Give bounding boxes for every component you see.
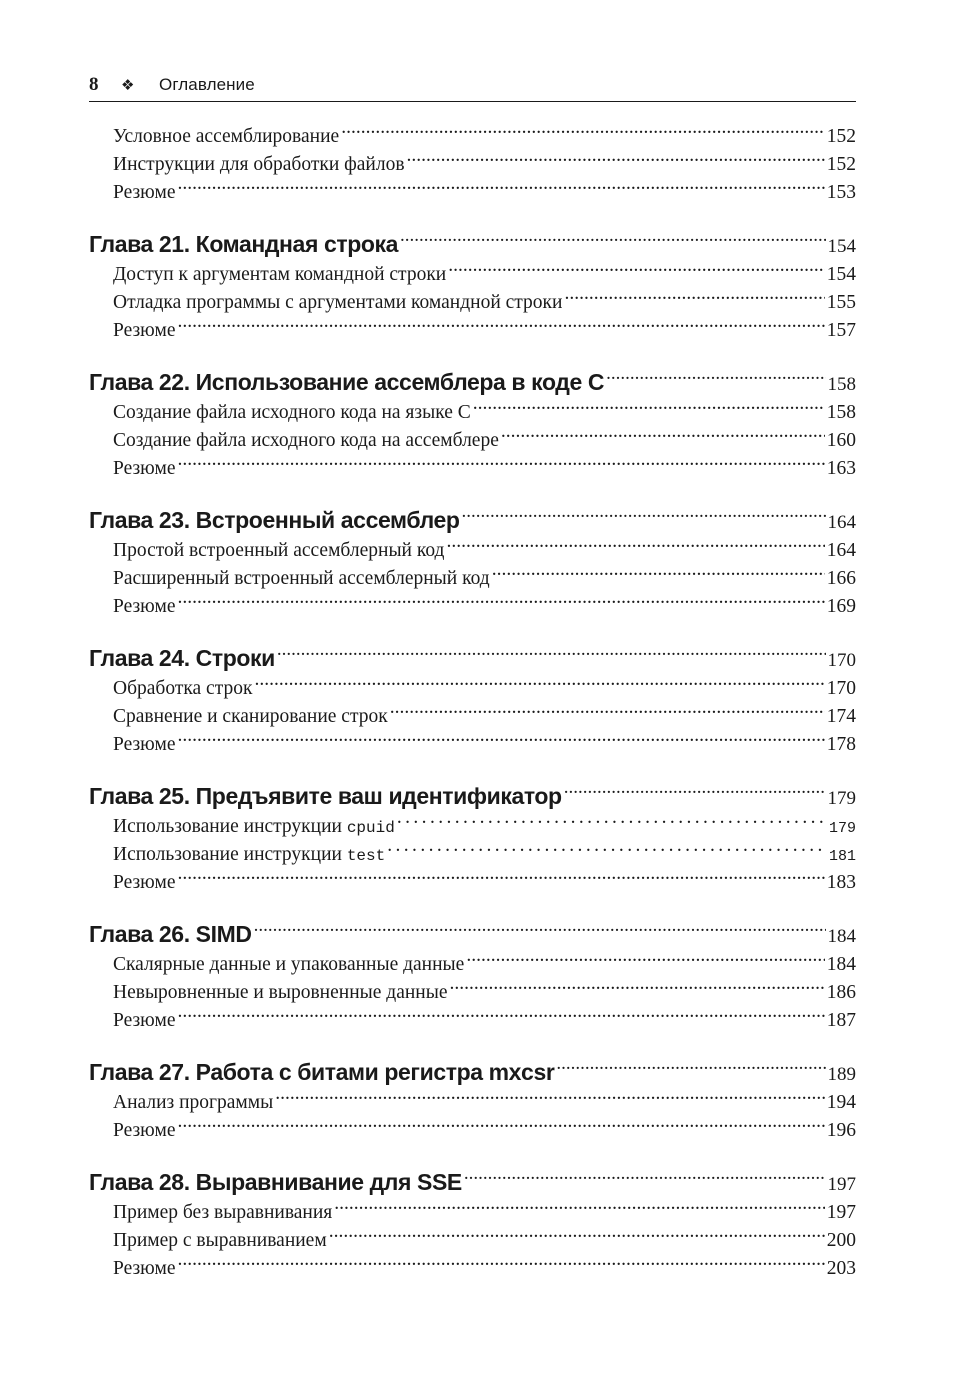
- toc-chapter-26: [89, 918, 856, 1034]
- dot-leader: [449, 978, 824, 998]
- dot-leader: [178, 316, 825, 336]
- toc-section-entry[interactable]: [89, 564, 856, 592]
- toc-chapter-entry[interactable]: [89, 366, 856, 398]
- dot-leader: [178, 730, 825, 750]
- dot-leader: [448, 260, 825, 280]
- section-page-number: 153: [826, 181, 856, 203]
- section-title: Пример с выравниванием: [113, 1229, 327, 1251]
- chapter-title: Глава 23. Встроенный ассемблер: [89, 507, 460, 533]
- section-title: Условное ассемблирование: [113, 125, 340, 147]
- section-title: Невыровненные и выровненные данные: [113, 981, 448, 1003]
- toc-chapter-21: [89, 228, 856, 344]
- dot-leader: [446, 536, 824, 556]
- dot-leader: [178, 1254, 825, 1274]
- toc-section-entry[interactable]: [89, 978, 856, 1006]
- toc-chapter-entry[interactable]: [89, 642, 856, 674]
- section-page-number: 203: [826, 1257, 856, 1279]
- section-page-number: 196: [826, 1119, 856, 1141]
- toc-section-entry[interactable]: [89, 812, 856, 840]
- section-page-number: 169: [826, 595, 856, 617]
- section-page-number: 187: [826, 1009, 856, 1031]
- ornament-icon: ❖: [121, 76, 135, 94]
- section-page-number: 186: [826, 981, 856, 1003]
- section-page-number: 152: [826, 153, 856, 175]
- toc-chapter-25: [89, 780, 856, 896]
- section-page-number: 163: [826, 457, 856, 479]
- section-title: Создание файла исходного кода на ассемблере: [113, 429, 499, 451]
- chapter-page-number: 189: [827, 1064, 856, 1085]
- section-title: Скалярные данные и упакованные данные: [113, 953, 465, 975]
- toc-chapter-27: [89, 1056, 856, 1144]
- toc-page: [89, 74, 856, 1304]
- dot-leader: [275, 1088, 825, 1108]
- chapter-page-number: 164: [827, 512, 856, 533]
- chapter-page-number: 179: [827, 788, 856, 809]
- toc-section-entry[interactable]: [89, 592, 856, 620]
- section-page-number: 160: [826, 429, 856, 451]
- toc-section-entry[interactable]: [89, 122, 856, 150]
- section-title: Отладка программы с аргументами командной строки: [113, 291, 563, 313]
- section-title: Резюме: [113, 457, 176, 479]
- toc-section-entry[interactable]: [89, 398, 856, 426]
- section-title: Резюме: [113, 1119, 176, 1141]
- section-page-number: 157: [826, 319, 856, 341]
- toc-section-entry[interactable]: [89, 536, 856, 564]
- toc-section-entry[interactable]: [89, 426, 856, 454]
- chapter-page-number: 158: [827, 374, 856, 395]
- section-page-number: 184: [826, 953, 856, 975]
- chapter-title: Глава 21. Командная строка: [89, 231, 399, 257]
- section-title: Сравнение и сканирование строк: [113, 705, 388, 727]
- instruction-code: test: [346, 846, 386, 865]
- dot-leader: [178, 454, 825, 474]
- section-page-number: 166: [826, 567, 856, 589]
- toc-section-entry[interactable]: [89, 150, 856, 178]
- section-page-number: 183: [826, 871, 856, 893]
- section-page-number: 152: [826, 125, 856, 147]
- section-page-number: 155: [826, 291, 856, 313]
- toc-chapter-entry[interactable]: [89, 780, 856, 812]
- section-page-number: 178: [826, 733, 856, 755]
- section-title: [113, 841, 385, 870]
- dot-leader: [178, 868, 825, 888]
- chapter-page-number: 154: [827, 236, 856, 257]
- section-page-number: 174: [826, 705, 856, 727]
- toc-section-entry[interactable]: [89, 1198, 856, 1226]
- dot-leader: [178, 592, 825, 612]
- dot-leader: [341, 122, 825, 142]
- toc-chapter-23: [89, 504, 856, 620]
- dot-leader: [277, 647, 826, 666]
- dot-leader: [462, 509, 826, 528]
- dot-leader: [178, 1116, 825, 1136]
- section-title: Расширенный встроенный ассемблерный код: [113, 567, 490, 589]
- dot-leader: [254, 923, 826, 942]
- toc-section-entry[interactable]: [89, 1116, 856, 1144]
- dot-leader: [556, 1061, 825, 1080]
- chapter-title: Глава 24. Строки: [89, 645, 275, 671]
- dot-leader: [390, 702, 825, 722]
- page-number: 8: [89, 74, 99, 95]
- toc-section-entry[interactable]: [89, 868, 856, 896]
- section-title: Резюме: [113, 595, 176, 617]
- toc-section-entry[interactable]: [89, 178, 856, 206]
- dot-leader: [564, 785, 826, 804]
- section-page-number: 194: [826, 1091, 856, 1113]
- toc-chapter-entry[interactable]: [89, 228, 856, 260]
- section-page-number: 164: [826, 539, 856, 561]
- dot-leader: [178, 178, 825, 198]
- running-head: [89, 74, 856, 102]
- dot-leader: [400, 233, 825, 252]
- chapter-title: Глава 27. Работа с битами регистра mxcsr: [89, 1059, 555, 1085]
- section-page-number: 200: [826, 1229, 856, 1251]
- chapter-title: Глава 22. Использование ассемблера в коде C: [89, 369, 605, 395]
- section-title: Инструкции для обработки файлов: [113, 153, 405, 175]
- dot-leader: [387, 840, 827, 860]
- section-page-number: 170: [826, 677, 856, 699]
- section-title: Резюме: [113, 733, 176, 755]
- section-title: Создание файла исходного кода на языке C: [113, 401, 471, 423]
- toc-section-entry[interactable]: [89, 1006, 856, 1034]
- dot-leader: [407, 150, 825, 170]
- chapter-title: Глава 26. SIMD: [89, 921, 252, 947]
- section-title: Резюме: [113, 319, 176, 341]
- dot-leader: [178, 1006, 825, 1026]
- section-title: Обработка строк: [113, 677, 253, 699]
- chapter-page-number: 184: [827, 926, 856, 947]
- table-of-contents: [89, 122, 856, 1282]
- toc-chapter-28: [89, 1166, 856, 1282]
- chapter-page-number: 170: [827, 650, 856, 671]
- running-head-title: Оглавление: [159, 75, 255, 94]
- toc-chapter-entry[interactable]: [89, 1056, 856, 1088]
- chapter-title: Глава 25. Предъявите ваш идентификатор: [89, 783, 562, 809]
- dot-leader: [397, 812, 827, 832]
- dot-leader: [466, 950, 824, 970]
- section-page-number: 179: [828, 819, 856, 837]
- toc-chapter-entry[interactable]: [89, 918, 856, 950]
- dot-leader: [564, 288, 824, 308]
- dot-leader: [492, 564, 825, 584]
- section-page-number: 154: [826, 263, 856, 285]
- section-title: Резюме: [113, 871, 176, 893]
- toc-section-entry[interactable]: [89, 1226, 856, 1254]
- toc-section-entry[interactable]: [89, 730, 856, 758]
- section-title: Простой встроенный ассемблерный код: [113, 539, 445, 561]
- dot-leader: [329, 1226, 825, 1246]
- section-title: Доступ к аргументам командной строки: [113, 263, 447, 285]
- section-title-text: Использование инструкции: [113, 815, 342, 837]
- section-page-number: 181: [828, 847, 856, 865]
- toc-section-entry[interactable]: [89, 950, 856, 978]
- toc-chapter-entry[interactable]: [89, 1166, 856, 1198]
- toc-section-entry[interactable]: [89, 840, 856, 868]
- toc-section-entry[interactable]: [89, 316, 856, 344]
- toc-section-entry[interactable]: [89, 1254, 856, 1282]
- dot-leader: [334, 1198, 824, 1218]
- chapter-title: Глава 28. Выравнивание для SSE: [89, 1169, 462, 1195]
- dot-leader: [464, 1171, 826, 1190]
- continuation-block: [89, 122, 856, 206]
- section-title: Анализ программы: [113, 1091, 274, 1113]
- section-title: Пример без выравнивания: [113, 1201, 333, 1223]
- dot-leader: [254, 674, 824, 694]
- chapter-page-number: 197: [827, 1174, 856, 1195]
- toc-section-entry[interactable]: [89, 288, 856, 316]
- section-title: Резюме: [113, 1009, 176, 1031]
- toc-section-entry[interactable]: [89, 454, 856, 482]
- toc-section-entry[interactable]: [89, 260, 856, 288]
- section-title-text: Использование инструкции: [113, 843, 342, 865]
- section-title: Резюме: [113, 181, 176, 203]
- dot-leader: [606, 371, 825, 390]
- toc-chapter-24: [89, 642, 856, 758]
- section-title: [113, 813, 395, 842]
- instruction-code: cpuid: [346, 818, 395, 837]
- toc-section-entry[interactable]: [89, 674, 856, 702]
- toc-section-entry[interactable]: [89, 702, 856, 730]
- dot-leader: [501, 426, 825, 446]
- section-title: Резюме: [113, 1257, 176, 1279]
- section-page-number: 158: [826, 401, 856, 423]
- toc-chapter-22: [89, 366, 856, 482]
- dot-leader: [473, 398, 825, 418]
- toc-chapter-entry[interactable]: [89, 504, 856, 536]
- section-page-number: 197: [826, 1201, 856, 1223]
- toc-section-entry[interactable]: [89, 1088, 856, 1116]
